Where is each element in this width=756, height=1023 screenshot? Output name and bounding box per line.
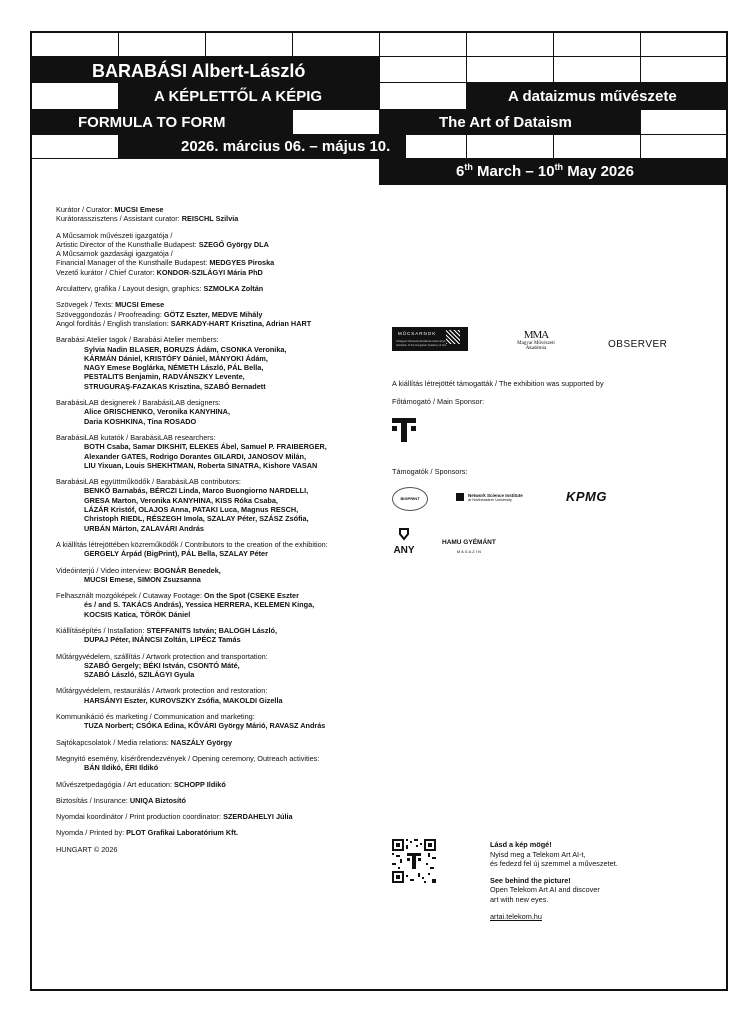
credit-line: Nyomda / Printed by: PLOT Grafikai Laboratórium Kft.: [56, 828, 239, 838]
credit-names: Alice GRISCHENKO, Veronika KANYHINA,: [84, 407, 230, 417]
credit-line: Videóinterjú / Video interview: BOGNÁR Benedek,: [56, 565, 221, 575]
credit-names: és / and S. TAKÁCS András), Yessica HERRERA, KELEMEN Kinga,: [84, 600, 315, 610]
credit-names: BÁN Ildikó, ÉRI Ildikó: [84, 763, 159, 773]
credit-group: [56, 652, 406, 680]
grid-cell: [380, 83, 467, 110]
grid-cell: [32, 33, 119, 57]
credit-names: STRUGURAŞ-FAZAKAS Krisztina, SZABÓ Bernadett: [84, 381, 266, 391]
credit-group: [56, 284, 406, 293]
grid-cell: [641, 135, 726, 159]
observer-logo: OBSERVER: [608, 339, 668, 350]
credit-group: [56, 540, 406, 559]
main-sponsor-label: Főtámogató / Main Sponsor:: [392, 397, 485, 406]
subtitle-hu: A dataizmus művészete: [508, 88, 677, 105]
mucsarnok-logo: MŰCSARNOK A Magyar Művészeti Akadémia intézménye Institution of the Hungarian Academy of Arts: [392, 327, 468, 351]
credit-line: A Műcsarnok művészeti igazgatója /: [56, 230, 173, 240]
grid-cell: [554, 135, 641, 159]
grid-cell: [467, 135, 554, 159]
credit-line: Művészetpedagógia / Art education: SCHOPP Ildikó: [56, 779, 226, 789]
grid-cell: [641, 57, 726, 83]
credit-names: MUCSI Emese, SIMON Zsuzsanna: [84, 574, 201, 584]
bigprint-logo: BIGPRINT: [392, 487, 428, 511]
poster-frame: BARABÁSI Albert-László A KÉPLETTŐL A KÉPIG A dataizmus művészete FORMULA TO FORM The Art of Dataism 2026. március 06. – május 10. 6th March – 10th May 2026 Kurátor / Curator: MUCSI Emese Kurátorasszisztens / Assistant curator: REISCHL Szilvia A Műcsarnok művészeti igazgatója / Artistic Director of the Kunsthalle Budapest: SZEGŐ György DLA A Műcsarnok gazdasági igazgatója / Financial Manager of the Kunsthalle Budapest: MEDGYES Piroska Vezető kurátor / Chief Curator: KONDOR-SZILÁGYI Mária PhD Arculatterv, grafika / Layout design, graphics: SZMOLKA Zoltán Szövegek / Texts: MUCSI Emese Szöveggondozás / Proofreading: GÖTZ Eszter, MEDVE Mihály Angol fordítás / English translation: SARKADY-HART Krisztina, Adrian HART Barabási Atelier tagok / Barabási Atelier members: Sylvia Nadin BLASER, BORUZS Ádám, CSONKA Veronika, KÁRMÁN Dániel, KRISTÓFY Dániel, MÁNYOKI Ádám, NAGY Emese Boglárka, NÉMETH László, PÁL Bella, PESTALITS Benjamin, RADVÁNSZKY Levente, STRUGURAŞ-FAZAKAS Krisztina, SZABÓ Bernadett BarabásiLAB designerek / BarabásiLAB designers: Alice GRISCHENKO, Veronika KANYHINA, Daria KOSHKINA, Tina ROSADO BarabásiLAB kutatók / BarabásiLAB researchers: BOTH Csaba, Samar DIKSHIT, ELEKES Ábel, Samuel P. FRAIBERGER, Alexander GATES, Rodrigo Dorantes GILARDI, JANOSOV Milán, LIU Yixuan, Louis SHEKHTMAN, Roberta SINATRA, Kishore VASAN BarabásiLAB együttműködők / BarabásiLAB contributors: BENKŐ Barnabás, BÉRCZI Linda, Marco Buongiorno NARDELLI, GRESA Marton, Veronika KANYHINA, KISS Róka Csaba, LÁZÁR Kristóf, OLAJOS Anna, PATAKI Luca, Magnus RESCH, Christoph RIEDL, RÉSZEGH Imola, SZALAY Péter, SZÁSZ Zsófia, URBÁN Márton, ZALAVÁRI András A kiállítás létrejöttében közreműködők / Contributors to the creation of the exhibition: GERGELY Árpád (BigPrint), PÁL Bella, SZALAY Péter Videóinterjú / Video interview: BOGNÁR Benedek, MUCSI Emese, SIMON Zsuzsanna Felhasznált mozgóképek / Cutaway Footage: On the Spot (CSEKE Eszter és / and S. TAKÁCS András), Yessica HERRERA, KELEMEN Kinga, KOCSIS Katica, TÖRÖK Dániel Kiállításépítés / Installation: STEFFANITS István; BALOGH László, DUPAJ Péter, INÁNCSI Zoltán, LIPÉCZ Tamás Műtárgyvédelem, szállítás / Artwork protection and transportation: SZABÓ Gergely; BÉKI István, CSONTÓ Máté, SZABÓ László, SZILÁGYI Gyula Műtárgyvédelem, restaurálás / Artwork protection and restoration: HARSÁNYI Eszter, KUROVSZKY Zsófia, MAKOLDI Gizella Kommunikáció és marketing / Communication and marketing: TUZA Norbert; CSÓKA Edina, KŐVÁRI György Márió, RAVASZ András Sajtókapcsolatok / Media relations: NASZÁLY György Megnyitó esemény, kísérőrendezvények / Opening ceremony, Outreach activities: BÁN Ildikó, ÉRI Ildikó Művészetpedagógia / Art education: SCHOPP Ildikó Biztosítás / Insurance: UNIQA Biztosító Nyomdai koordinátor / Print production coordinator: SZERDAHELYI Júlia Nyomda / Printed by: PLOT Grafikai Laboratórium Kft. HUNGART © 2026 MŰCSARNOK A Magyar Művészeti Akadémia intézménye Institution of the Hungarian Academy of Arts MMA Magyar Művészeti Akadémia OBSERVER A kiállítás létrejöttét támogatták / The exhibition was supported by Főtámogató / Main Sponsor: Támogatók / Sponsors: BIGPRINT Network Science Institute at Northeastern University KPMG ANY HAMU GYÉMÁNT M A G A Z I N Lásd a kép mögé! Nyisd meg a Telekom Art AI-t, és fedezd fel új szemmel a műveszetet. See behind the picture! Open Telekom Art AI and discover art with new eyes. artai.telekom.hu: [30, 31, 728, 991]
grid-cell: [406, 135, 467, 159]
credit-line: Kurátorasszisztens / Assistant curator: REISCHL Szilvia: [56, 214, 239, 224]
credit-group: [56, 591, 406, 619]
grid-cell: [467, 57, 554, 83]
telekom-art-ai-link[interactable]: artai.telekom.hu: [490, 911, 542, 921]
grid-cell: [32, 135, 119, 159]
credit-names: GRESA Marton, Veronika KANYHINA, KISS Róka Csaba,: [84, 495, 278, 505]
title-en: FORMULA TO FORM: [78, 114, 226, 131]
grid-cell: [206, 33, 293, 57]
credit-group: [56, 796, 406, 805]
credit-names: BOTH Csaba, Samar DIKSHIT, ELEKES Ábel, Samuel P. FRAIBERGER,: [84, 442, 327, 452]
credit-names: PESTALITS Benjamin, RADVÁNSZKY Levente,: [84, 372, 245, 382]
credit-names: Daria KOSHKINA, Tina ROSADO: [84, 416, 197, 426]
credit-group: [56, 712, 406, 731]
grid-cell: [467, 33, 554, 57]
credit-names: NAGY Emese Boglárka, NÉMETH László, PÁL Bella,: [84, 363, 264, 373]
cta-hu-title: Lásd a kép mögé!: [490, 840, 552, 849]
any-logo: ANY: [392, 527, 416, 556]
credit-names: Sylvia Nadin BLASER, BORUZS Ádám, CSONKA Veronika,: [84, 344, 287, 354]
credit-group: [56, 828, 406, 837]
sponsors-label: Támogatók / Sponsors:: [392, 467, 468, 476]
credit-group: [56, 754, 406, 773]
grid-cell: [641, 110, 726, 135]
grid-cell: [119, 33, 206, 57]
credit-line: BarabásiLAB designerek / BarabásiLAB designers:: [56, 398, 221, 408]
credit-group: [56, 398, 406, 426]
credit-line: Biztosítás / Insurance: UNIQA Biztosító: [56, 795, 186, 805]
credit-line: A kiállítás létrejöttében közreműködők / Contributors to the creation of the exhibition:: [56, 539, 328, 549]
credit-group: [56, 205, 406, 224]
credit-group: [56, 433, 406, 470]
kpmg-logo: KPMG: [566, 489, 607, 504]
credit-line: Sajtókapcsolatok / Media relations: NASZÁLY György: [56, 737, 233, 747]
credit-names: SZABÓ László, SZILÁGYI Gyula: [84, 670, 195, 680]
credit-line: Kommunikáció és marketing / Communication and marketing:: [56, 712, 255, 722]
credit-line: Kiállításépítés / Installation: STEFFANITS István; BALOGH László,: [56, 625, 277, 635]
cta-en-line1: Open Telekom Art AI and discover: [490, 885, 600, 895]
credit-group: [56, 300, 406, 328]
credit-line: BarabásiLAB együttműködők / BarabásiLAB contributors:: [56, 477, 241, 487]
credit-group: [56, 845, 406, 854]
grid-cell: [293, 110, 380, 135]
telekom-t-logo: [392, 417, 416, 443]
credit-line: Angol fordítás / English translation: SARKADY-HART Krisztina, Adrian HART: [56, 318, 312, 328]
dates-en: 6th March – 10th May 2026: [456, 162, 634, 180]
hamu-gyemant-logo: HAMU GYÉMÁNT M A G A Z I N: [442, 539, 496, 554]
credit-names: BENKŐ Barnabás, BÉRCZI Linda, Marco Buongiorno NARDELLI,: [84, 486, 309, 496]
author-name: BARABÁSI Albert-László: [92, 61, 306, 81]
grid-cell: [32, 83, 119, 110]
credit-group: [56, 626, 406, 645]
credit-line: Nyomdai koordinátor / Print production coordinator: SZERDAHELYI Júlia: [56, 812, 293, 822]
credit-group: [56, 812, 406, 821]
grid-cell: [32, 159, 380, 185]
credit-names: URBÁN Márton, ZALAVÁRI András: [84, 523, 204, 533]
credit-names: SZABÓ Gergely; BÉKI István, CSONTÓ Máté,: [84, 660, 240, 670]
credit-group: [56, 477, 406, 533]
credit-names: KOCSIS Katica, TÖRÖK Dániel: [84, 609, 191, 619]
credit-group: [56, 686, 406, 705]
credit-line: Szövegek / Texts: MUCSI Emese: [56, 300, 165, 310]
grid-cell: [554, 57, 641, 83]
credit-names: HARSÁNYI Eszter, KUROVSZKY Zsófia, MAKOLDI Gizella: [84, 695, 283, 705]
credit-group: [56, 780, 406, 789]
qr-code[interactable]: [392, 839, 436, 883]
credit-group: [56, 566, 406, 585]
title-hu: A KÉPLETTŐL A KÉPIG: [154, 88, 323, 105]
credit-line: Barabási Atelier tagok / Barabási Atelier members:: [56, 335, 219, 345]
grid-cell: [380, 57, 467, 83]
grid-cell: [554, 33, 641, 57]
credit-names: LIU Yixuan, Louis SHEKHTMAN, Roberta SINATRA, Kishore VASAN: [84, 460, 318, 470]
credit-names: Alexander GATES, Rodrigo Dorantes GILARDI, JANOSOV Milán,: [84, 451, 307, 461]
grid-cell: [293, 33, 380, 57]
header-grid: [32, 33, 726, 187]
cta-hu-line1: Nyisd meg a Telekom Art AI-t,: [490, 849, 586, 859]
credit-group: [56, 335, 406, 391]
credit-line: Financial Manager of the Kunsthalle Budapest: MEDGYES Piroska: [56, 258, 275, 268]
cta-en-title: See behind the picture!: [490, 875, 571, 885]
credit-line: A Műcsarnok gazdasági igazgatója /: [56, 249, 173, 259]
credit-line: HUNGART © 2026: [56, 844, 118, 854]
credit-names: TUZA Norbert; CSÓKA Edina, KŐVÁRI György Márió, RAVASZ András: [84, 721, 326, 731]
credit-group: [56, 738, 406, 747]
credit-names: Christoph RIEDL, RÉSZEGH Imola, SZALAY Péter, SZÁSZ Zsófia,: [84, 514, 309, 524]
cta-en-line2: art with new eyes.: [490, 894, 549, 904]
supported-by-text: A kiállítás létrejöttét támogatták / The exhibition was supported by: [392, 379, 604, 388]
dates-hu: 2026. március 06. – május 10.: [181, 138, 391, 155]
credit-line: Kurátor / Curator: MUCSI Emese: [56, 205, 164, 214]
cta-hu-line2: és fedezd fel új szemmel a műveszetet.: [490, 859, 618, 869]
credit-line: Felhasznált mozgóképek / Cutaway Footage: On the Spot (CSEKE Eszter: [56, 591, 299, 601]
mma-logo: MMA Magyar Művészeti Akadémia: [517, 329, 555, 351]
grid-cell: [641, 33, 726, 57]
credit-line: Arculatterv, grafika / Layout design, graphics: SZMOLKA Zoltán: [56, 284, 264, 294]
credit-group: [56, 231, 406, 277]
credit-line: Vezető kurátor / Chief Curator: KONDOR-SZILÁGYI Mária PhD: [56, 267, 263, 277]
credit-names: LÁZÁR Kristóf, OLAJOS Anna, PATAKI Luca, Magnus RESCH,: [84, 505, 299, 515]
credits-list: [56, 205, 406, 861]
credit-names: DUPAJ Péter, INÁNCSI Zoltán, LIPÉCZ Tamás: [84, 635, 241, 645]
credit-names: GERGELY Árpád (BigPrint), PÁL Bella, SZALAY Péter: [84, 549, 268, 559]
credit-line: BarabásiLAB kutatók / BarabásiLAB researchers:: [56, 432, 216, 442]
credit-line: Szöveggondozás / Proofreading: GÖTZ Eszter, MEDVE Mihály: [56, 309, 263, 319]
credit-line: Műtárgyvédelem, szállítás / Artwork protection and transportation:: [56, 651, 268, 661]
credit-line: Artistic Director of the Kunsthalle Budapest: SZEGŐ György DLA: [56, 239, 269, 249]
telekom-art-ai-callout: [490, 840, 618, 921]
grid-cell: [380, 33, 467, 57]
credit-line: Műtárgyvédelem, restaurálás / Artwork protection and restoration:: [56, 686, 268, 696]
credit-names: KÁRMÁN Dániel, KRISTÓFY Dániel, MÁNYOKI Ádám,: [84, 353, 268, 363]
subtitle-en: The Art of Dataism: [439, 114, 572, 131]
credit-line: Megnyitó esemény, kísérőrendezvények / Opening ceremony, Outreach activities:: [56, 753, 320, 763]
